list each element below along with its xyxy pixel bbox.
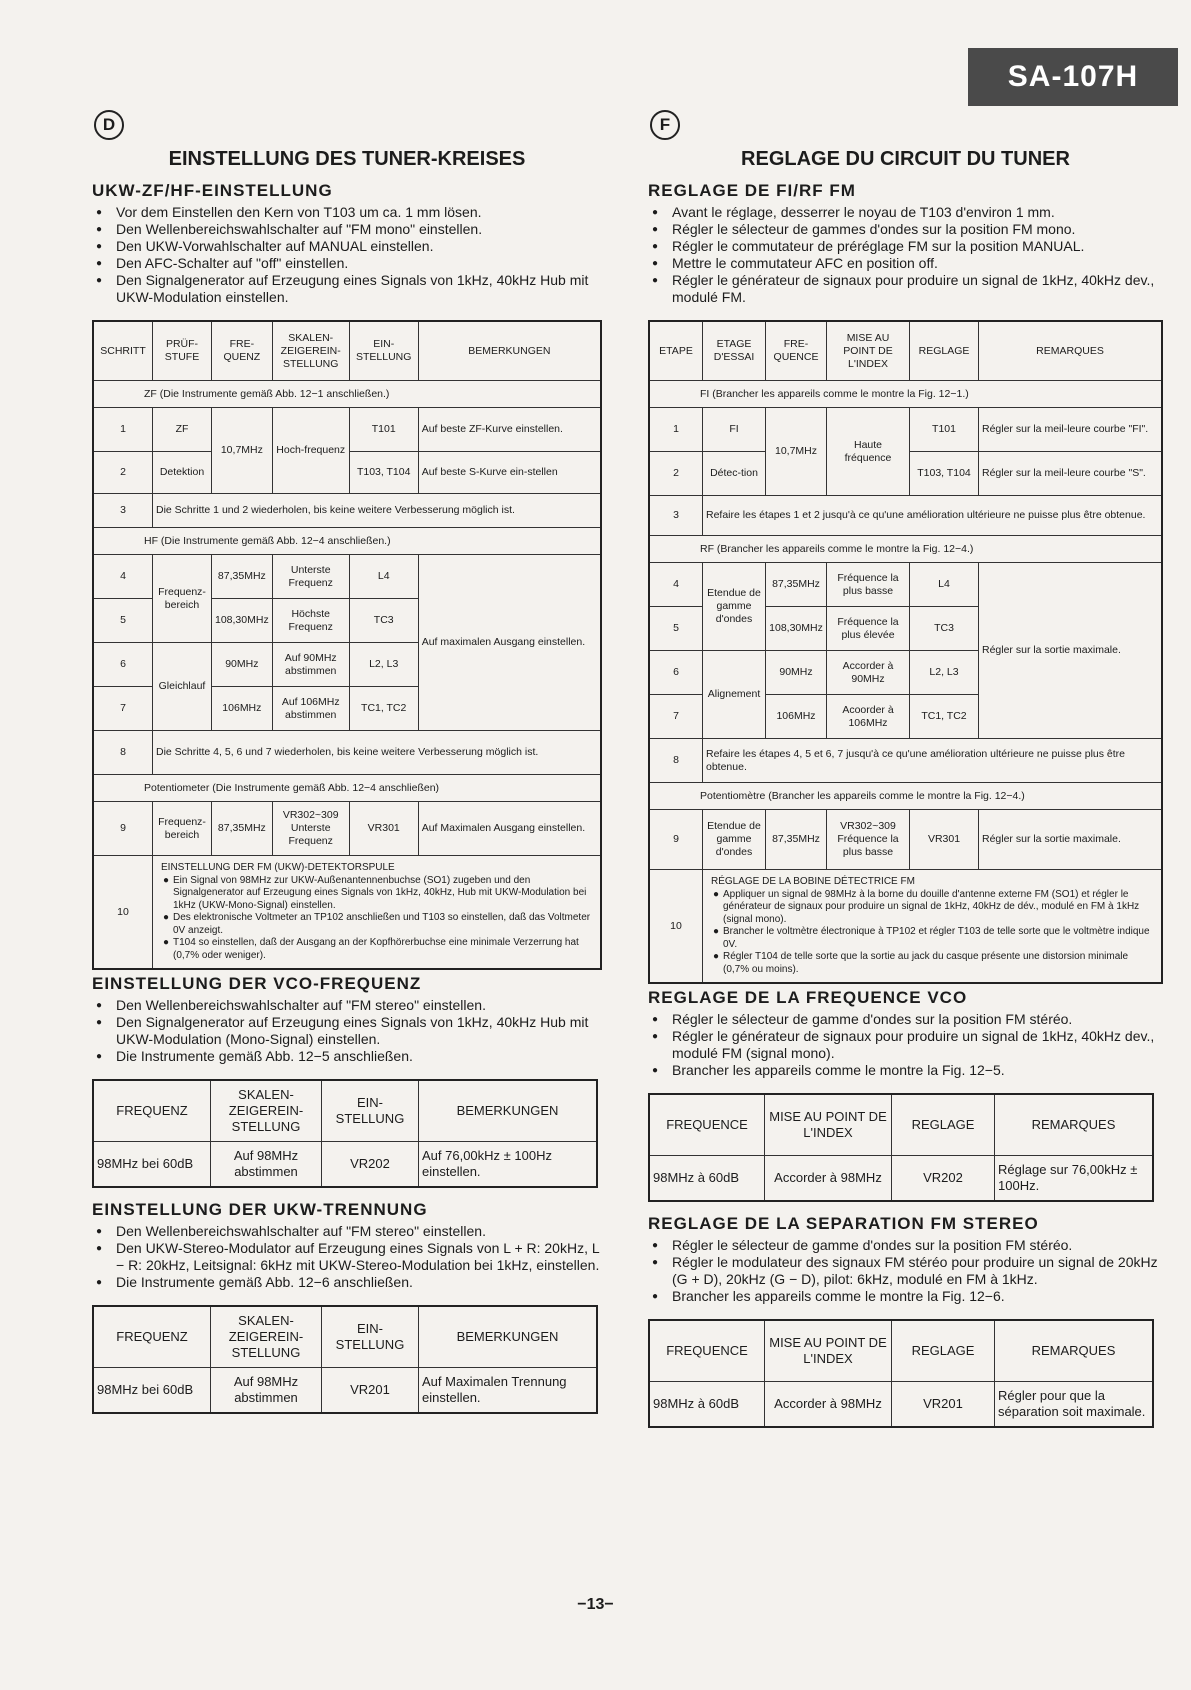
table-cell: Frequenz-bereich [153, 555, 212, 643]
table-section-label: ZF (Die Instrumente gemäß Abb. 12−1 anschließen.) [93, 381, 601, 408]
adjustment-table [648, 320, 1163, 984]
detector-coil-note: EINSTELLUNG DER FM (UKW)-DETEKTORSPULE ● Ein Signal von 98MHz zur UKW-Außenantennenbuchse (SO1) zugeben und den Signalgenerator auf Erzeugung eines Signals von 1kHz, 40kHz, Hub mit UKW-Modulation bei 1kHz (UKW-Mono-Signal) einstellen. ● Des elektronische Voltmeter an TP102 anschließen und T103 so einstellen, daß das Voltmeter 0V anzeigt. ● T104 so einstellen, daß der Ausgang an der Kopfhörerbuchse eine minimale Verzerrung hat (0,7% oder weniger). [153, 856, 602, 970]
table-cell: 90MHz [766, 651, 827, 695]
table-cell: Etendue de gamme d'ondes [703, 810, 766, 870]
table-header: BEMERKUNGEN [419, 1080, 598, 1142]
table-cell: Die Schritte 1 und 2 wiederholen, bis keine weitere Verbesserung möglich ist. [153, 494, 602, 528]
table-cell: 7 [649, 695, 703, 739]
table-cell: 5 [93, 599, 153, 643]
table-cell: T103, T104 [349, 452, 418, 494]
table-header: MISE AU POINT DE L'INDEX [765, 1320, 892, 1382]
table-cell: Auf beste S-Kurve ein-stellen [418, 452, 601, 494]
bullet-list [648, 1011, 1163, 1079]
table-cell: 106MHz [766, 695, 827, 739]
subheading-if-rf: UKW-ZF/HF-EINSTELLUNG [92, 181, 333, 200]
note-item: Brancher le voltmètre électronique à TP102 et régler T103 de telle sorte que le voltmètre indique 0V. [723, 926, 1150, 950]
table-cell: TC1, TC2 [349, 687, 418, 731]
table-cell: TC1, TC2 [910, 695, 979, 739]
table-cell: 98MHz bei 60dB [93, 1368, 211, 1414]
pot-setting: Unterste Frequenz [288, 822, 333, 847]
table-cell: Detektion [153, 452, 212, 494]
table-cell: 6 [649, 651, 703, 695]
table-cell: Alignement [703, 651, 766, 739]
vco-table [648, 1093, 1154, 1202]
table-cell: L2, L3 [910, 651, 979, 695]
list-item: ● Den Wellenbereichswahlschalter auf "FM mono" einstellen. [92, 221, 602, 238]
table-cell: Auf Maximalen Trennung einstellen. [419, 1368, 598, 1414]
bullet-list [92, 1223, 602, 1291]
table-cell: Fréquence la plus élevée [827, 607, 910, 651]
table-cell: Haute fréquence [827, 408, 910, 496]
table-cell: 87,35MHz [212, 555, 273, 599]
table-cell [827, 810, 910, 870]
table-cell: Refaire les étapes 1 et 2 jusqu'à ce qu'une amélioration ultérieure ne puisse plus être obtenue. [703, 496, 1163, 536]
table-header: MISE AU POINT DE L'INDEX [765, 1094, 892, 1156]
table-header: REGLAGE [892, 1094, 995, 1156]
table-cell: Auf 98MHz abstimmen [211, 1368, 322, 1414]
table-cell: Gleichlauf [153, 643, 212, 731]
list-item: ● Mettre le commutateur AFC en position off. [648, 255, 1163, 272]
table-header: REGLAGE [910, 321, 979, 381]
list-item: ● Brancher les appareils comme le montre la Fig. 12−6. [648, 1288, 1163, 1305]
separation-table [92, 1305, 598, 1414]
table-cell: 98MHz à 60dB [649, 1382, 765, 1428]
table-section-label: Potentiometer (Die Instrumente gemäß Abb. 12−4 anschließen) [93, 775, 601, 802]
table-cell: 7 [93, 687, 153, 731]
subheading-vco: EINSTELLUNG DER VCO-FREQUENZ [92, 974, 422, 993]
list-item: ● Die Instrumente gemäß Abb. 12−6 anschließen. [92, 1274, 602, 1291]
list-item: ● Avant le réglage, desserrer le noyau de T103 d'environ 1 mm. [648, 204, 1163, 221]
section-marker-f: F [650, 110, 680, 140]
table-cell: Détec-tion [703, 452, 766, 496]
table-cell: 90MHz [212, 643, 273, 687]
table-header: SKALEN-ZEIGEREIN-STELLUNG [211, 1306, 322, 1368]
table-cell: 8 [93, 731, 153, 775]
table-cell: 4 [93, 555, 153, 599]
section-title: EINSTELLUNG DES TUNER-KREISES [168, 148, 526, 170]
pot-setting: Fréquence la plus basse [837, 833, 899, 858]
table-header: ETAPE [649, 321, 703, 381]
table-cell: Régler sur la sortie maximale. [979, 563, 1163, 739]
list-item: ● Den UKW-Vorwahlschalter auf MANUAL einstellen. [92, 238, 602, 255]
table-cell: 4 [649, 563, 703, 607]
list-item: ● Régler le générateur de signaux pour produire un signal de 1kHz, 40kHz dev., modulé FM. [648, 272, 1163, 306]
bullet-list [648, 1237, 1163, 1305]
table-header: BEMERKUNGEN [419, 1306, 598, 1368]
table-header: REMARQUES [995, 1320, 1154, 1382]
german-column [92, 110, 602, 1426]
table-cell: 87,35MHz [766, 810, 827, 870]
table-cell: Acoorder à 106MHz [827, 695, 910, 739]
table-cell: T101 [910, 408, 979, 452]
list-item: ● Den Signalgenerator auf Erzeugung eines Signals von 1kHz, 40kHz Hub mit UKW-Modulation einstellen. [92, 272, 602, 306]
list-item: ● Régler le sélecteur de gammes d'ondes sur la position FM mono. [648, 221, 1163, 238]
model-badge: SA-107H [968, 48, 1178, 106]
subheading-separation: EINSTELLUNG DER UKW-TRENNUNG [92, 1200, 428, 1219]
table-cell: 3 [93, 494, 153, 528]
table-cell: 106MHz [212, 687, 273, 731]
table-cell: FI [703, 408, 766, 452]
table-cell: L2, L3 [349, 643, 418, 687]
table-cell: Auf 106MHz abstimmen [272, 687, 349, 731]
table-section-label: RF (Brancher les appareils comme le montre la Fig. 12−4.) [649, 536, 1162, 563]
table-header: ETAGE D'ESSAI [703, 321, 766, 381]
table-cell: Auf Maximalen Ausgang einstellen. [418, 802, 601, 856]
table-cell: Auf maximalen Ausgang einstellen. [418, 555, 601, 731]
table-header: FRE-QUENZ [212, 321, 273, 381]
section-title: REGLAGE DU CIRCUIT DU TUNER [741, 148, 1070, 170]
table-cell: T101 [349, 408, 418, 452]
bullet-list [92, 997, 602, 1065]
table-cell: L4 [349, 555, 418, 599]
table-cell: 98MHz à 60dB [649, 1156, 765, 1202]
detector-coil-note: RÉGLAGE DE LA BOBINE DÉTECTRICE FM ● Appliquer un signal de 98MHz à la borne du douille d'antenne externe FM (SO1) et régler le générateur de signaux pour produire un signal de 1kHz, 40kHz de dév., modulé en FM à 1kHz (signal mono). ● Brancher le voltmètre électronique à TP102 et régler T103 de telle sorte que le voltmètre indique 0V. ● Régler T104 de telle sorte que la sortie au jack du casque présente une distorsion minimale (0,7% ou moins). [703, 870, 1163, 984]
table-cell: 1 [93, 408, 153, 452]
table-cell: VR201 [892, 1382, 995, 1428]
table-header: MISE AU POINT DE L'INDEX [827, 321, 910, 381]
table-cell: 5 [649, 607, 703, 651]
table-cell: Régler sur la meil-leure courbe "S". [979, 452, 1163, 496]
table-header: EIN-STELLUNG [322, 1306, 419, 1368]
bullet-list [648, 204, 1163, 306]
table-header: FREQUENCE [649, 1094, 765, 1156]
table-header: REGLAGE [892, 1320, 995, 1382]
table-cell: TC3 [349, 599, 418, 643]
table-cell: VR301 [910, 810, 979, 870]
table-cell: 6 [93, 643, 153, 687]
table-cell: 3 [649, 496, 703, 536]
table-header: FREQUENCE [649, 1320, 765, 1382]
table-cell: Réglage sur 76,00kHz ± 100Hz. [995, 1156, 1154, 1202]
section-marker-d: D [94, 110, 124, 140]
note-item: Ein Signal von 98MHz zur UKW-Außenantennenbuchse (SO1) zugeben und den Signalgenerator auf Erzeugung eines Signals von 1kHz, 40kHz, Hub mit UKW-Modulation bei 1kHz (UKW-Mono-Signal) einstellen. [173, 874, 587, 911]
table-cell: 87,35MHz [766, 563, 827, 607]
table-header: SCHRITT [93, 321, 153, 381]
table-header: BEMERKUNGEN [418, 321, 601, 381]
table-cell: 9 [649, 810, 703, 870]
list-item: ● Den AFC-Schalter auf "off" einstellen. [92, 255, 602, 272]
table-header: REMARQUES [995, 1094, 1154, 1156]
table-cell: 10 [93, 856, 153, 970]
table-cell: L4 [910, 563, 979, 607]
page-number: −13− [577, 1596, 614, 1613]
note-item: Appliquer un signal de 98MHz à la borne du douille d'antenne externe FM (SO1) et régler le générateur de signaux pour produire un signal de 1kHz, 40kHz de dév., modulé en FM à 1kHz (signal mono). [723, 888, 1140, 925]
list-item: ● Régler le sélecteur de gamme d'ondes sur la position FM stéréo. [648, 1237, 1163, 1254]
table-cell: 8 [649, 739, 703, 783]
subheading-if-rf: REGLAGE DE FI/RF FM [648, 181, 856, 200]
list-item: ● Vor dem Einstellen den Kern von T103 um ca. 1 mm lösen. [92, 204, 602, 221]
table-cell: Accorder à 90MHz [827, 651, 910, 695]
table-cell: Hoch-frequenz [272, 408, 349, 494]
table-cell: Auf 76,00kHz ± 100Hz einstellen. [419, 1142, 598, 1188]
table-cell: 10,7MHz [766, 408, 827, 496]
table-header: SKALEN-ZEIGEREIN-STELLUNG [272, 321, 349, 381]
table-header: PRÜF-STUFE [153, 321, 212, 381]
table-cell: 2 [93, 452, 153, 494]
table-cell: Unterste Frequenz [272, 555, 349, 599]
french-column [648, 110, 1163, 1440]
table-cell: Auf 90MHz abstimmen [272, 643, 349, 687]
vco-table [92, 1079, 598, 1188]
table-header: FRE-QUENCE [766, 321, 827, 381]
table-header: REMARQUES [979, 321, 1163, 381]
list-item: ● Régler le commutateur de préréglage FM sur la position MANUAL. [648, 238, 1163, 255]
table-cell: ZF [153, 408, 212, 452]
pot-range: VR302~309 [840, 820, 896, 832]
table-cell: TC3 [910, 607, 979, 651]
list-item: ● Régler le modulateur des signaux FM stéréo pour produire un signal de 20kHz (G + D), 20kHz (G − D), pilot: 6kHz, modulé en FM à 1kHz. [648, 1254, 1163, 1288]
table-header: EIN-STELLUNG [322, 1080, 419, 1142]
table-header: EIN-STELLUNG [349, 321, 418, 381]
table-cell: Auf 98MHz abstimmen [211, 1142, 322, 1188]
table-cell: Régler pour que la séparation soit maximale. [995, 1382, 1154, 1428]
note-item: Des elektronische Voltmeter an TP102 anschließen und T103 so einstellen, daß das Voltmeter 0V anzeigt. [173, 912, 591, 936]
table-cell: 87,35MHz [212, 802, 273, 856]
table-cell: VR301 [349, 802, 418, 856]
table-cell: Frequenz-bereich [153, 802, 212, 856]
table-cell: 1 [649, 408, 703, 452]
note-item: T104 so einstellen, daß der Ausgang an der Kopfhörerbuchse eine minimale Verzerrung hat (0,7% oder weniger). [173, 937, 579, 961]
table-cell: Accorder à 98MHz [765, 1156, 892, 1202]
table-cell: 98MHz bei 60dB [93, 1142, 211, 1188]
list-item: ● Régler le générateur de signaux pour produire un signal de 1kHz, 40kHz dev., modulé FM (signal mono). [648, 1028, 1163, 1062]
table-cell: 10,7MHz [212, 408, 273, 494]
separation-table [648, 1319, 1154, 1428]
table-section-label: HF (Die Instrumente gemäß Abb. 12−4 anschließen.) [93, 528, 601, 555]
table-cell: Fréquence la plus basse [827, 563, 910, 607]
table-cell: Refaire les étapes 4, 5 et 6, 7 jusqu'à ce qu'une amélioration ultérieure ne puisse plus être obtenue. [703, 739, 1163, 783]
list-item: ● Brancher les appareils comme le montre la Fig. 12−5. [648, 1062, 1163, 1079]
table-cell: VR201 [322, 1368, 419, 1414]
table-cell: VR202 [892, 1156, 995, 1202]
table-section-label: Potentiomètre (Brancher les appareils comme le montre la Fig. 12−4.) [649, 783, 1162, 810]
table-cell [272, 802, 349, 856]
note-title: RÉGLAGE DE LA BOBINE DÉTECTRICE FM [711, 876, 915, 887]
list-item: ● Den Wellenbereichswahlschalter auf "FM stereo" einstellen. [92, 997, 602, 1014]
bullet-list [92, 204, 602, 306]
list-item: ● Den Wellenbereichswahlschalter auf "FM stereo" einstellen. [92, 1223, 602, 1240]
table-cell: Etendue de gamme d'ondes [703, 563, 766, 651]
table-cell: 2 [649, 452, 703, 496]
table-cell: 108,30MHz [212, 599, 273, 643]
list-item: ● Régler le sélecteur de gamme d'ondes sur la position FM stéréo. [648, 1011, 1163, 1028]
table-header: SKALEN-ZEIGEREIN-STELLUNG [211, 1080, 322, 1142]
table-cell: Auf beste ZF-Kurve einstellen. [418, 408, 601, 452]
note-title: EINSTELLUNG DER FM (UKW)-DETEKTORSPULE [161, 862, 395, 873]
pot-range: VR302~309 [282, 809, 339, 821]
table-cell: Régler sur la meil-leure courbe "FI". [979, 408, 1163, 452]
subheading-vco: REGLAGE DE LA FREQUENCE VCO [648, 988, 968, 1007]
table-cell: Accorder à 98MHz [765, 1382, 892, 1428]
list-item: ● Die Instrumente gemäß Abb. 12−5 anschließen. [92, 1048, 602, 1065]
list-item: ● Den UKW-Stereo-Modulator auf Erzeugung eines Signals von L + R: 20kHz, L − R: 20kHz, Leitsignal: 6kHz mit UKW-Stereo-Modulation bei 1kHz, einstellen. [92, 1240, 602, 1274]
table-cell: 9 [93, 802, 153, 856]
table-cell: 10 [649, 870, 703, 984]
list-item: ● Den Signalgenerator auf Erzeugung eines Signals von 1kHz, 40kHz Hub mit UKW-Modulation (Mono-Signal) einstellen. [92, 1014, 602, 1048]
table-cell: Die Schritte 4, 5, 6 und 7 wiederholen, bis keine weitere Verbesserung möglich ist. [153, 731, 602, 775]
table-cell: Höchste Frequenz [272, 599, 349, 643]
table-cell: 108,30MHz [766, 607, 827, 651]
subheading-separation: REGLAGE DE LA SEPARATION FM STEREO [648, 1214, 1039, 1233]
table-cell: VR202 [322, 1142, 419, 1188]
table-header: FREQUENZ [93, 1080, 211, 1142]
table-section-label: FI (Brancher les appareils comme le montre la Fig. 12−1.) [649, 381, 1162, 408]
table-header: FREQUENZ [93, 1306, 211, 1368]
adjustment-table [92, 320, 602, 970]
note-item: Régler T104 de telle sorte que la sortie au jack du casque présente une distorsion minimale (0,7% ou moins). [723, 951, 1129, 975]
table-cell: Régler sur la sortie maximale. [979, 810, 1163, 870]
table-cell: T103, T104 [910, 452, 979, 496]
